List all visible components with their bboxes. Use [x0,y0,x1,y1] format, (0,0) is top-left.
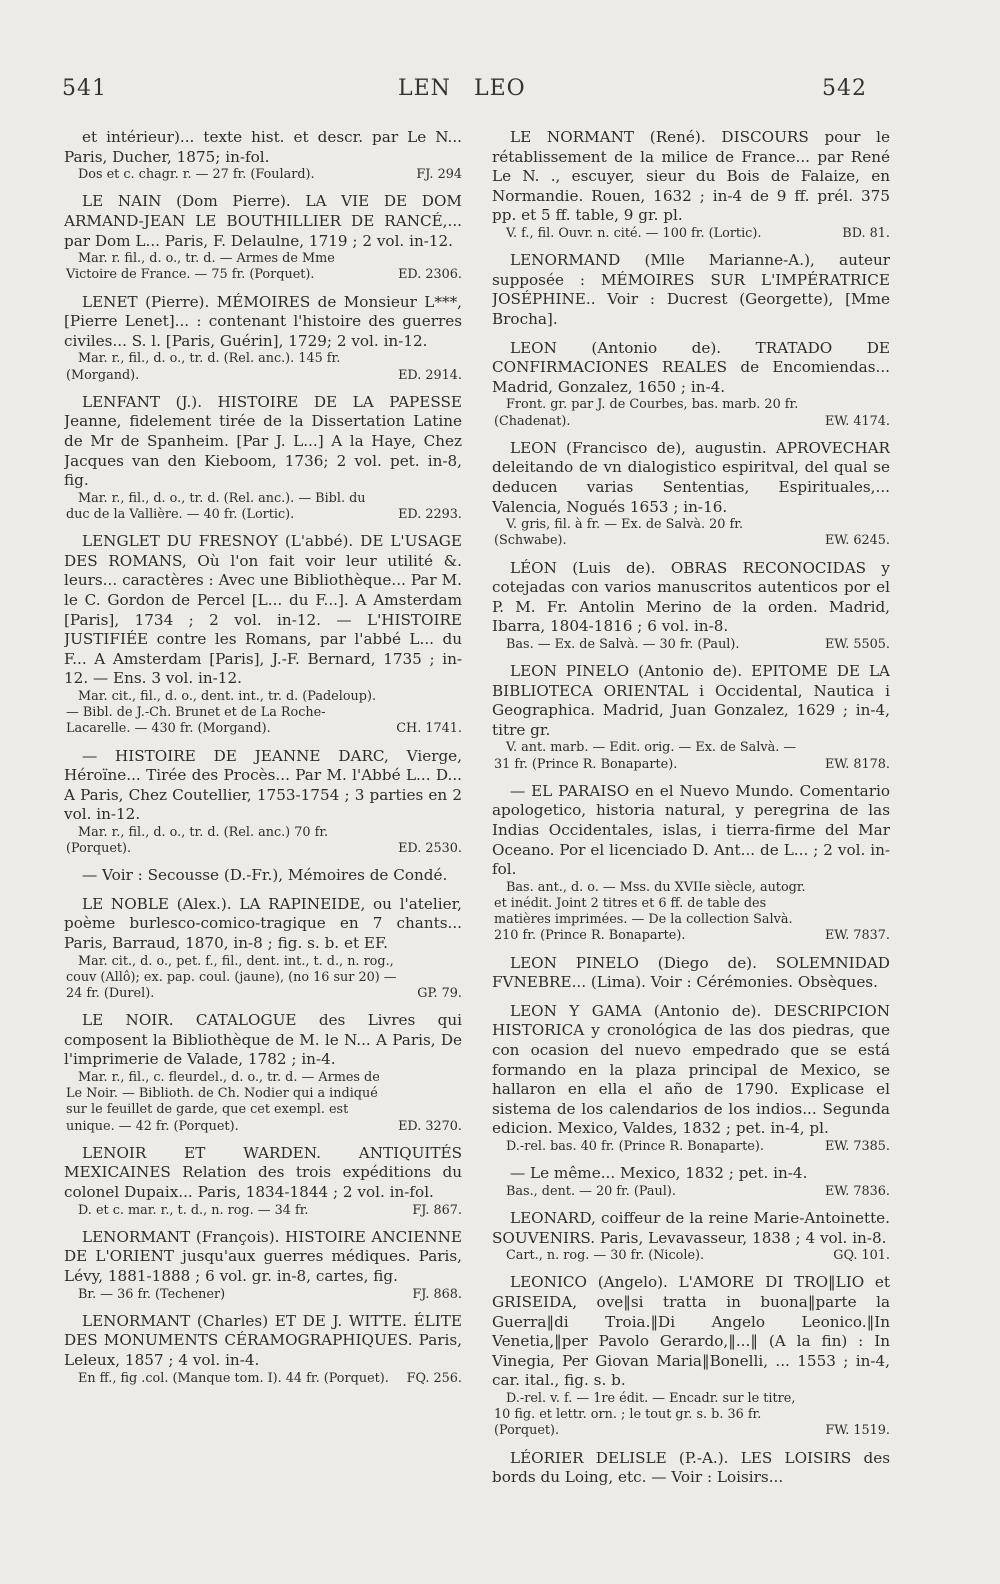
entry-note [494,517,890,549]
note-description: Bas. ant., d. o. — Mss. du XVIIe siècle, autogr. et inédit. Joint 2 titres et 6 ff. de table des matières imprimées. — De la collection Salvà. 210 fr. (Prince R. Bonaparte). [494,879,806,944]
entry-note [66,167,462,183]
entry-note [494,226,890,242]
note-description: Mar. r., fil., c. fleurdel., d. o., tr. d. — Armes de Le Noir. — Biblioth. de Ch. Nodier qui a indiqué sur le feuillet de garde, que cet exempl. est unique. — 42 fr. (Porquet). [66,1070,380,1134]
left-column [64,128,462,1396]
sale-code: ED. 2293. [398,506,462,522]
sale-code: ED. 2530. [398,841,462,857]
note-description: Mar. r., fil., d. o., tr. d. (Rel. anc.). — Bibl. du duc de la Vallière. — 40 fr. (Lortic). [66,490,366,522]
entry-note [494,637,890,653]
sale-code: FW. 1519. [825,1423,890,1439]
entry-text: LEON PINELO (Diego de). SOLEMNIDAD FVNEBRE... (Lima). Voir : Cérémonies. Obsèques. [492,953,890,992]
entry-text: LE NOIR. CATALOGUE des Livres qui composent la Bibliothèque de M. le N... A Paris, De l'imprimerie de Valade, 1782 ; in-4. [64,1011,462,1069]
catalogue-entry [64,128,462,183]
entry-note [494,397,890,429]
catalogue-entry [492,1273,890,1439]
entry-text: LENORMAND (Mlle Marianne-A.), auteur supposée : MÉMOIRES SUR L'IMPÉRATRICE JOSÉPHINE.. Voir : Ducrest (Georgette), [Mme Brocha]. [492,251,890,328]
sale-code: EW. 7837. [824,928,890,944]
note-description: D.-rel. bas. 40 fr. (Prince R. Bonaparte). [506,1139,764,1154]
catalogue-entry [492,439,890,550]
entry-text: LE NORMANT (René). DISCOURS pour le rétablissement de la milice de France... par René Le N. ., escuyer, sieur du Bois de Falaize, en Normandie. Rouen, 1632 ; in-4 de 9 ff. prél. 375 pp. et 5 ff. table, 9 gr. pl. [492,128,890,225]
entry-text: LEON (Francisco de), augustin. APROVECHAR deleitando de vn dialogistico espiritval, del qual se deducen varias Sententias, Espirituales,... Valencia, Nogués 1653 ; in-16. [492,438,890,516]
catalogue-entry [492,1164,890,1200]
entry-text: LÉON (Luis de). OBRAS RECONOCIDAS y cotejadas con varios manuscritos autenticos por el P. M. Fr. Antolin Merino de la orden. Madrid, Ibarra, 1804-1816 ; 6 vol. in-8. [492,558,890,636]
entry-note [66,954,462,1003]
entry-text: et intérieur)... texte hist. et descr. par Le N... Paris, Ducher, 1875; in-fol. [64,128,462,166]
catalogue-entry [64,1228,462,1303]
catalogue-entry [64,1011,462,1135]
note-description: Mar. cit., fil., d. o., dent. int., tr. d. (Padeloup). — Bibl. de J.-Ch. Brunet et de La Roche-Lacarelle. — 430 fr. (Morgand). [66,688,377,737]
sale-code: ED. 2306. [398,267,462,283]
entry-text: LENORMANT (Charles) ET DE J. WITTE. ÉLITE DES MONUMENTS CÉRAMOGRAPHIQUES. Paris, Leleux, 1857 ; 4 vol. in-4. [64,1311,462,1370]
catalogue-entry [64,1312,462,1387]
entry-text: LEON Y GAMA (Antonio de). DESCRIPCION HISTORICA y cronológica de las dos piedras, que con ocasion del nuevo empedrado que se está formando en la plaza principal de Mexico, se hallaron en ella el año de 1790. Explicase el sistema de los calendarios de los indios... Segunda edicion. Mexico, Valdes, 1832 ; pet. in-4, pl. [492,1001,890,1138]
note-description: Mar. cit., d. o., pet. f., fil., dent. int., t. d., n. rog., couv (Allô); ex. pap. coul. (jaune), (no 16 sur 20) — 24 fr. (Durel). [66,953,397,1002]
entry-note [66,689,462,738]
catalogue-entry [492,662,890,773]
sale-code: FJ. 868. [412,1286,462,1302]
note-description: V. ant. marb. — Edit. orig. — Ex. de Salvà. — 31 fr. (Prince R. Bonaparte). [494,740,797,772]
entry-note [494,1184,890,1200]
sale-code: FJ. 867. [412,1202,462,1218]
note-description: Mar. r., fil., d. o., tr. d. (Rel. anc.) 70 fr. (Porquet). [66,824,329,857]
note-description: Front. gr. par J. de Courbes, bas. marb. 20 fr. (Chadenat). [494,397,799,429]
entry-note [494,880,890,945]
entry-text: LENOIR ET WARDEN. ANTIQUITÉS MEXICAINES Relation des trois expéditions du colonel Dupaix... Paris, 1834-1844 ; 2 vol. in-fol. [64,1143,462,1202]
entry-note [494,1139,890,1155]
entry-text: LENET (Pierre). MÉMOIRES de Monsieur L***, [Pierre Lenet]... : contenant l'histoire des guerres civiles... S. l. [Paris, Guérin], 1729; 2 vol. in-12. [64,292,462,350]
sale-code: ED. 2914. [398,367,462,383]
entry-text: LEON PINELO (Antonio de). EPITOME DE LA BIBLIOTECA ORIENTAL i Occidental, Nautica i Geographica. Madrid, Juan Gonzalez, 1629 ; in-4, titre gr. [492,662,890,739]
note-description: Mar. r. fil., d. o., tr. d. — Armes de Mme Victoire de France. — 75 fr. (Porquet). [66,251,335,283]
catalogue-entry [492,1002,890,1155]
entry-text: — Voir : Secousse (D.-Fr.), Mémoires de Condé. [82,866,448,885]
running-head-left: LEN [398,76,451,101]
entry-text: LEONICO (Angelo). L'AMORE DI TRO‖LIO et GRISEIDA, ove‖si tratta in buona‖parte la Guerra‖di Troia.‖Di Angelo Leonico.‖In Venetia,‖per Pavolo Gerardo,‖...‖ (A la fin) : In Vinegia, Per Giovan Maria‖Bonelli, ... 1553 ; in-4, car. ital., fig. s. b. [492,1273,890,1390]
entry-note [494,740,890,772]
entry-note [66,1203,462,1219]
sale-code: CH. 1741. [396,721,462,737]
entry-text: — EL PARAISO en el Nuevo Mundo. Comentario apologetico, historia natural, y peregrina de las Indias Occidentales, islas, i tierra-firme del Mar Oceano. Por el licenciado D. Ant... de L... ; 2 vol. in-fol. [492,781,890,879]
entry-text: LÉORIER DELISLE (P.-A.). LES LOISIRS des bords du Loing, etc. — Voir : Loisirs... [492,1448,890,1487]
entry-text: LENFANT (J.). HISTOIRE DE LA PAPESSE Jeanne, fidelement tirée de la Dissertation Latine de Mr de Spanheim. [Par J. L...] A la Haye, Chez Jacques van den Kieboom, 1736; 2 vol. pet. in-8, fig. [64,392,462,490]
catalogue-entry [64,532,462,737]
note-description: Bas., dent. — 20 fr. (Paul). [506,1183,676,1199]
catalogue-entry [64,866,462,886]
note-description: Mar. r., fil., d. o., tr. d. (Rel. anc.). 145 fr. (Morgand). [66,351,341,383]
sale-code: GP. 79. [417,986,462,1002]
entry-text: — Le même... Mexico, 1832 ; pet. in-4. [510,1164,808,1183]
sale-code: EW. 8178. [824,756,890,772]
note-description: Br. — 36 fr. (Techener) [78,1286,226,1302]
note-description: Cart., n. rog. — 30 fr. (Nicole). [506,1248,705,1264]
sale-code: GQ. 101. [833,1248,890,1264]
entry-note [66,1371,462,1387]
note-description: V. gris, fil. à fr. — Ex. de Salvà. 20 fr. (Schwabe). [494,517,744,549]
sale-code: FQ. 256. [406,1370,462,1386]
sale-code: EW. 4174. [824,413,890,429]
running-head-right: LEO [474,76,526,101]
note-description: En ff., fig .col. (Manque tom. I). 44 fr. (Porquet). [78,1370,389,1386]
note-description: Dos et c. chagr. r. — 27 fr. (Foulard). [78,167,315,183]
entry-text: LENGLET DU FRESNOY (L'abbé). DE L'USAGE DES ROMANS, Où l'on fait voir leur utilité &. leurs... caractères : Avec une Bibliothèque... Par M. le C. Gordon de Percel [L... du F...]. A Amsterdam [Paris], 1734 ; 2 vol. in-12. — L'HISTOIRE JUSTIFIÉE contre les Romans, par l'abbé L... du F... A Amsterdam [Paris], J.-F. Bernard, 1735 ; in-12. — Ens. 3 vol. in-12. [64,532,462,688]
catalogue-entry [64,293,462,384]
note-description: Bas. — Ex. de Salvà. — 30 fr. (Paul). [506,636,740,652]
sale-code: EW. 7836. [824,1183,890,1199]
entry-text: LE NOBLE (Alex.). LA RAPINEIDE, ou l'atelier, poème burlesco-comico-tragique en 7 chants... Paris, Barraud, 1870, in-8 ; fig. s. b. et EF. [64,894,462,953]
catalogue-entry [492,782,890,945]
catalogue-entry [64,192,462,283]
entry-text: LE NAIN (Dom Pierre). LA VIE DE DOM ARMAND-JEAN LE BOUTHILLIER DE RANCÉ,... par Dom L... Paris, F. Delaulne, 1719 ; 2 vol. in-12. [64,192,462,250]
entry-note [66,1287,462,1303]
sale-code: EW. 7385. [824,1139,890,1154]
catalogue-entry [492,954,890,993]
catalogue-entry [492,559,890,654]
sale-code: EW. 6245. [824,533,890,549]
catalogue-entry [492,339,890,430]
sale-code: FJ. 294 [416,167,462,183]
sale-code: EW. 5505. [824,636,890,652]
entry-note [66,251,462,283]
catalogue-entry [492,128,890,242]
catalogue-entry [64,747,462,858]
entry-text: LEON (Antonio de). TRATADO DE CONFIRMACIONES REALES de Encomiendas... Madrid, Gonzalez, 1650 ; in-4. [492,338,890,396]
entry-text: LEONARD, coiffeur de la reine Marie-Antoinette. SOUVENIRS. Paris, Levavasseur, 1838 ; 4 vol. in-8. [492,1209,890,1247]
catalogue-entry [492,1209,890,1264]
entry-note [66,1070,462,1135]
catalogue-entry [492,1449,890,1488]
entry-text: LENORMANT (François). HISTOIRE ANCIENNE DE L'ORIENT jusqu'aux guerres médiques. Paris, Lévy, 1881-1888 ; 6 vol. gr. in-8, cartes, fig. [64,1227,462,1286]
entry-note [66,825,462,857]
sale-code: ED. 3270. [398,1118,462,1134]
entry-note [494,1248,890,1264]
note-description: V. f., fil. Ouvr. n. cité. — 100 fr. (Lortic). [506,225,762,241]
catalogue-entry [492,251,890,329]
catalogue-entry [64,895,462,1002]
entry-note [66,351,462,383]
left-page-number: 541 [62,76,107,101]
entry-text: — HISTOIRE DE JEANNE DARC, Vierge, Héroïne... Tirée des Procès... Par M. l'Abbé L... D... A Paris, Chez Coutellier, 1753-1754 ; 3 parties en 2 vol. in-12. [64,746,462,824]
note-description: D.-rel. v. f. — 1re édit. — Encadr. sur le titre, 10 fig. et lettr. orn. ; le tout gr. s. b. 36 fr. (Porquet). [494,1390,796,1439]
note-description: D. et c. mar. r., t. d., n. rog. — 34 fr. [78,1202,309,1218]
sale-code: BD. 81. [842,225,890,241]
entry-note [494,1391,890,1440]
catalogue-entry [64,1144,462,1219]
entry-note [66,491,462,523]
right-page-number: 542 [822,76,867,101]
right-column [492,128,890,1497]
catalogue-entry [64,393,462,523]
